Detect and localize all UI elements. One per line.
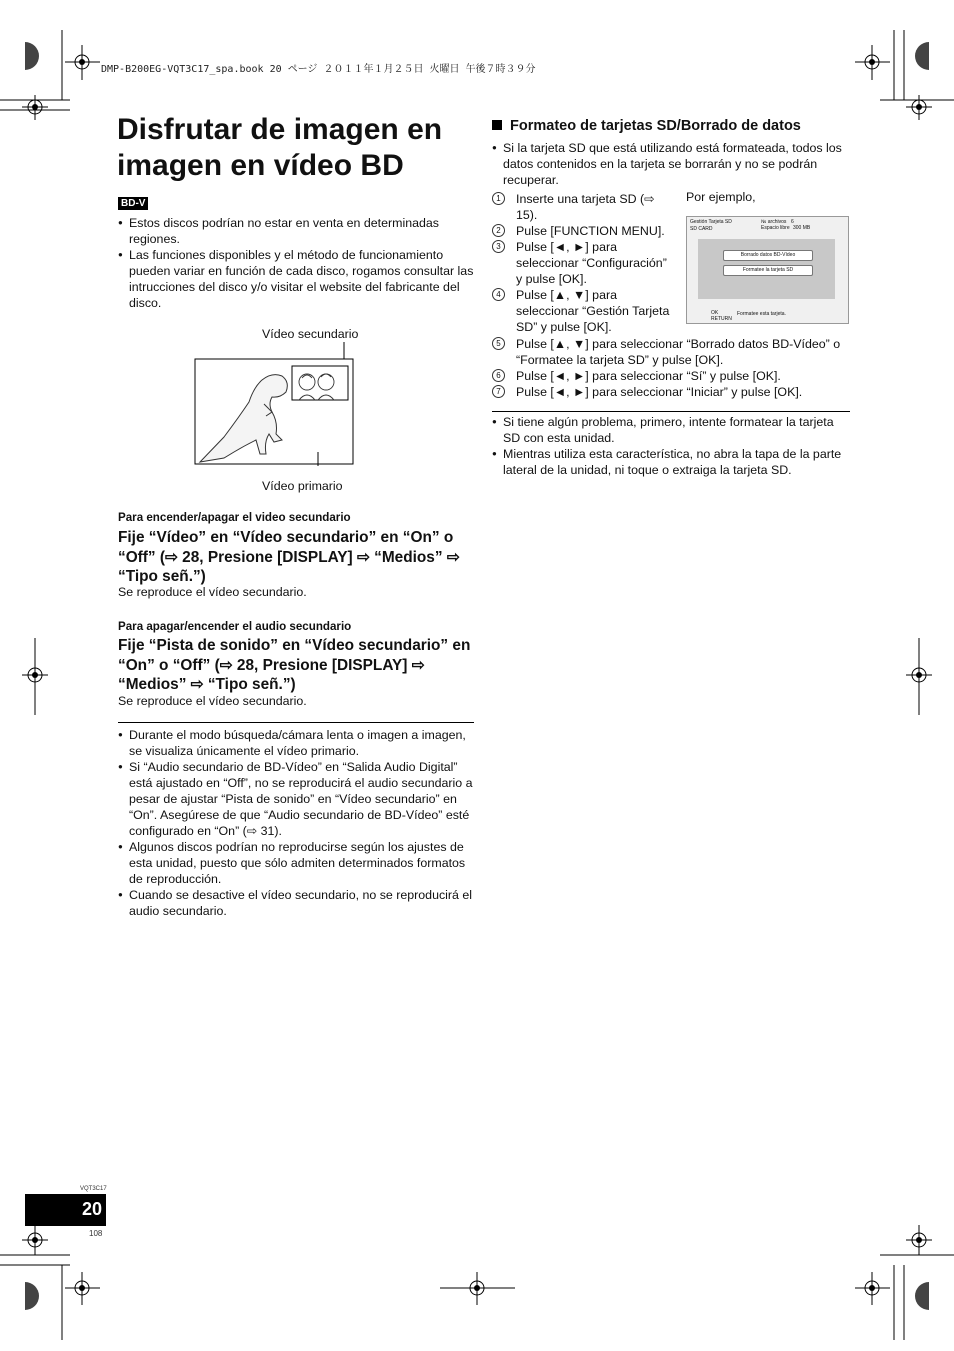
nav-ok-label: OK — [711, 310, 719, 316]
step-item: 1 Inserte una tarjeta SD (⇨ 15). — [492, 191, 674, 223]
free-space-value: 300 MB — [793, 225, 811, 231]
video-subheading: Para encender/apagar el video secundario — [118, 511, 351, 524]
step-item: 4 Pulse [▲, ▼] para seleccionar “Gestión Tarjeta SD” y pulse [OK]. — [492, 287, 674, 335]
step-item: 2 Pulse [FUNCTION MENU]. — [492, 223, 674, 239]
sd-intro — [492, 140, 850, 188]
list-item: ● Algunos discos podrían no reproducirse según los ajustes de esta unidad, puesto que sólo admiten determinados formatos de reproducción. — [118, 839, 474, 887]
right-notes — [492, 414, 850, 478]
figure-label-primary: Vídeo primario — [262, 479, 343, 493]
list-item: ● Si tiene algún problema, primero, intente formatear la tarjeta SD con esta unidad. — [492, 414, 850, 446]
files-value: 6 — [791, 219, 794, 225]
video-result: Se reproduce el vídeo secundario. — [118, 585, 307, 599]
list-item: ● Si “Audio secundario de BD-Vídeo” en “Salida Audio Digital” está ajustado en “Off”, no se reproducirá el audio secundario a pesar de ajustar “Pista de sonido” en “Vídeo secundario” en “On”. Asegúrese de que “Audio secundario de BD-Vídeo” esté configurado en “On” (⇨ 31). — [118, 759, 474, 839]
step-item: 5 Pulse [▲, ▼] para seleccionar “Borrado datos BD-Vídeo” o “Formatee la tarjeta SD” y pulse [OK]. — [492, 336, 850, 368]
step-item: 3 Pulse [◄, ►] para seleccionar “Configuración” y pulse [OK]. — [492, 239, 674, 287]
list-item: ● Si la tarjeta SD que está utilizando está formateada, todos los datos contenidos en la tarjeta se borrarán y no se podrán recuperar. — [492, 140, 850, 188]
step-item: 6 Pulse [◄, ►] para seleccionar “Sí” y pulse [OK]. — [492, 368, 850, 384]
sd-format-heading — [492, 118, 801, 134]
free-space-label: Espacio libre — [761, 225, 790, 231]
file-header: DMP-B200EG-VQT3C17_spa.book 20 ページ ２０１１年１月２５日 火曜日 午後７時３９分 — [101, 64, 536, 75]
audio-instruction-part2: ⇨ “Medios” ⇨ “Tipo señ.”) — [118, 656, 425, 693]
format-sd-button[interactable]: Formatee la tarjeta SD — [723, 265, 813, 276]
left-notes — [118, 727, 474, 919]
video-instruction-part1: Fije “Vídeo” en “Vídeo secundario” en “On” o “Off” ( — [118, 529, 454, 566]
page-number: 20 — [81, 1199, 102, 1219]
screen-menu-area — [698, 239, 835, 299]
video-instruction-ref: ⇨ 28, Presione [DISPLAY] — [165, 548, 353, 566]
bd-video-badge: BD-V — [118, 197, 148, 210]
page-title: Disfrutar de imagen en imagen en vídeo BD — [117, 113, 443, 182]
sd-management-screen — [686, 216, 849, 324]
files-label: № archivos — [761, 219, 787, 225]
sd-format-title: Formateo de tarjetas SD/Borrado de datos — [510, 118, 801, 134]
audio-subheading: Para apagar/encender el audio secundario — [118, 620, 352, 633]
list-item: ● Estos discos podrían no estar en venta en determinadas regiones. — [118, 215, 474, 247]
divider — [118, 722, 474, 723]
figure-label-secondary: Vídeo secundario — [262, 327, 359, 341]
sd-card-label: SD CARD — [690, 226, 713, 232]
divider — [492, 411, 850, 412]
intro-bullets — [118, 215, 474, 311]
audio-instruction-ref: ⇨ 28, Presione [DISPLAY] — [219, 656, 408, 674]
list-item: ● Durante el modo búsqueda/cámara lenta o imagen a imagen, se visualiza únicamente el vídeo primario. — [118, 727, 474, 759]
steps-short — [492, 191, 674, 335]
example-label: Por ejemplo, — [686, 190, 756, 204]
video-instruction — [118, 528, 478, 587]
erase-bd-video-button[interactable]: Borrado datos BD-Vídeo — [723, 250, 813, 261]
list-item: ● Cuando se desactive el vídeo secundario, no se reproducirá el audio secundario. — [118, 887, 474, 919]
audio-instruction — [118, 636, 478, 695]
page-number-box — [25, 1194, 106, 1226]
steps-long — [492, 336, 850, 400]
pip-illustration — [194, 342, 356, 466]
step-item: 7 Pulse [◄, ►] para seleccionar “Iniciar” y pulse [OK]. — [492, 384, 850, 400]
sub-page-number: 108 — [89, 1229, 103, 1238]
audio-result: Se reproduce el vídeo secundario. — [118, 694, 307, 708]
square-bullet-icon — [492, 120, 502, 130]
nav-return-label: RETURN — [711, 316, 732, 322]
screen-hint: Formatee esta tarjeta. — [737, 311, 786, 317]
screen-title: Gestión Tarjeta SD — [690, 219, 732, 225]
list-item: ● Mientras utiliza esta característica, no abra la tapa de la parte lateral de la unidad, ni toque o extraiga la tarjeta SD. — [492, 446, 850, 478]
audio-instruction-part1: Fije “Pista de sonido” en “Vídeo secundario” en “On” o “Off” ( — [118, 637, 471, 674]
doc-code: VQT3C17 — [80, 1186, 107, 1192]
video-instruction-part2: ⇨ “Medios” ⇨ “Tipo señ.”) — [118, 548, 460, 585]
list-item: ● Las funciones disponibles y el método de funcionamiento pueden variar en función de cada disco, rogamos consultar las intrucciones del disco y/o visitar el website del fabricante del disco. — [118, 247, 474, 311]
